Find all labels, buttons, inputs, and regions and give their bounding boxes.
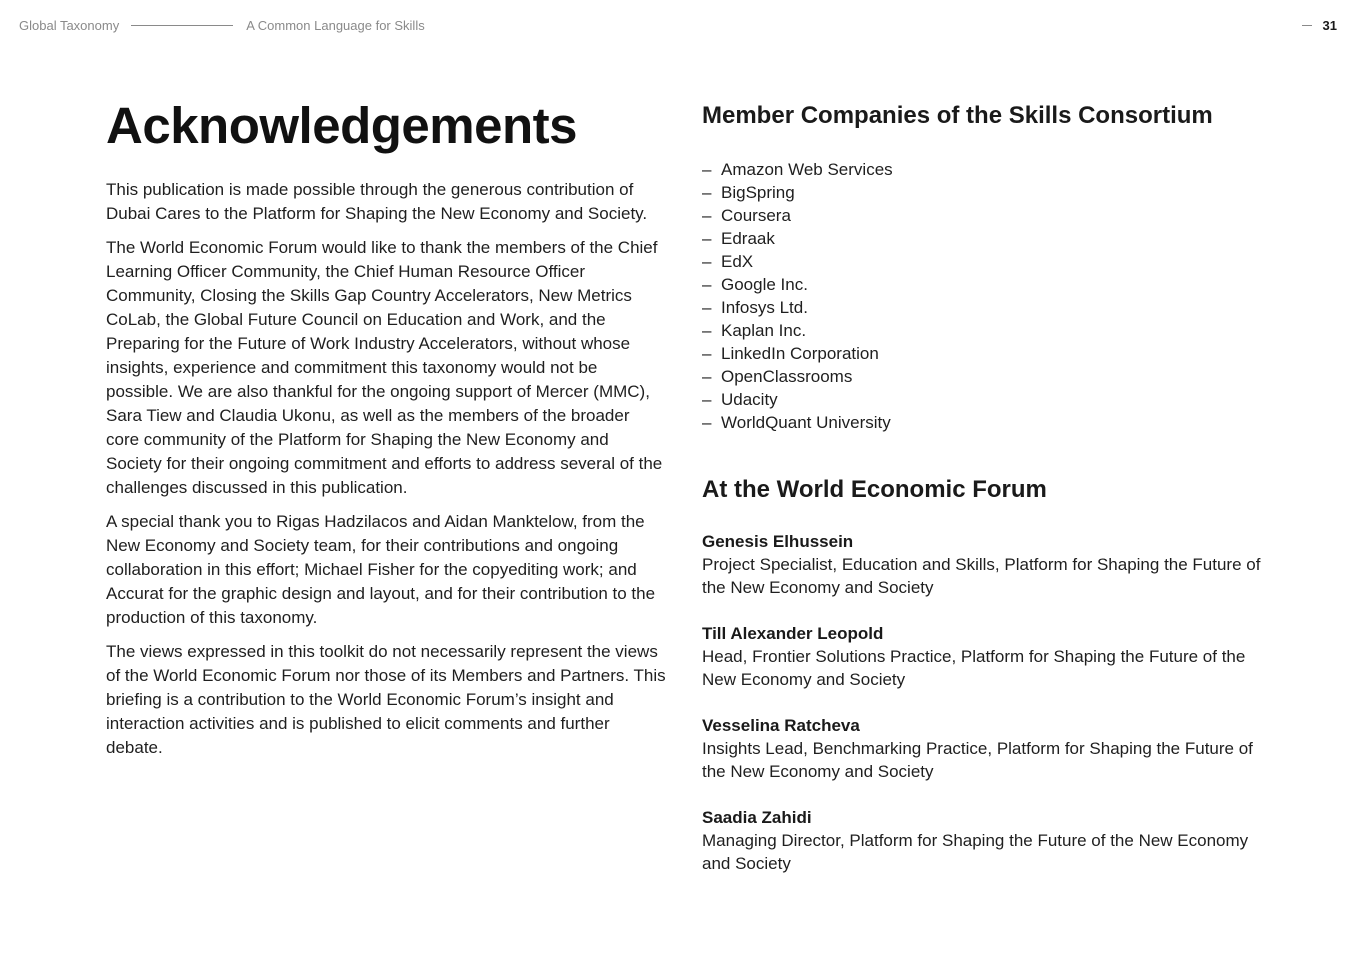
dash-bullet: – [702, 160, 712, 179]
people-list [702, 530, 1262, 875]
dash-bullet: – [702, 413, 712, 432]
person-role: Managing Director, Platform for Shaping the Future of the New Economy and Society [702, 831, 1249, 873]
list-item [702, 411, 1262, 434]
company-name: Amazon Web Services [721, 160, 893, 179]
page-number: 31 [1322, 18, 1337, 33]
wef-heading: At the World Economic Forum [702, 476, 1047, 503]
company-name: Edraak [721, 229, 775, 248]
companies-heading: Member Companies of the Skills Consortium [702, 102, 1213, 129]
list-item [702, 388, 1262, 411]
company-name: Infosys Ltd. [721, 298, 808, 317]
contributors-column [702, 100, 1262, 898]
person-entry [702, 622, 1262, 691]
person-entry [702, 714, 1262, 783]
dash-bullet: – [702, 252, 712, 271]
dash-bullet: – [702, 298, 712, 317]
person-role: Project Specialist, Education and Skills, Platform for Shaping the Future of the New Economy and Society [702, 555, 1261, 597]
list-item [702, 204, 1262, 227]
company-name: BigSpring [721, 183, 795, 202]
list-item [702, 158, 1262, 181]
list-item [702, 227, 1262, 250]
publication-subtitle: A Common Language for Skills [246, 18, 425, 33]
dash-bullet: – [702, 275, 712, 294]
list-item [702, 342, 1262, 365]
dash-bullet: – [702, 183, 712, 202]
company-name: Kaplan Inc. [721, 321, 807, 340]
person-name: Saadia Zahidi [702, 808, 812, 827]
acknowledgements-column [106, 96, 666, 770]
list-item [702, 365, 1262, 388]
paragraph: The World Economic Forum would like to thank the members of the Chief Learning Officer Community, the Chief Human Resource Officer Community, Closing the Skills Gap Country Accelerators, New Metrics CoLab, the Global Future Council on Education and Work, and the Preparing for the Future of Work Industry Accelerators, without whose insights, experience and commitment this taxonomy would not be possible. We are also thankful for the ongoing support of Mercer (MMC), Sara Tiew and Claudia Ukonu, as well as the members of the broader core community of the Platform for Shaping the New Economy and Society for their ongoing commitment and efforts to address several of the challenges discussed in this publication. [106, 238, 663, 497]
dash-bullet: – [702, 344, 712, 363]
person-name: Genesis Elhussein [702, 532, 854, 551]
person-role: Head, Frontier Solutions Practice, Platform for Shaping the Future of the New Economy and Society [702, 647, 1246, 689]
paragraph: A special thank you to Rigas Hadzilacos and Aidan Manktelow, from the New Economy and Society team, for their contributions and ongoing collaboration in this effort; Michael Fisher for the copyediting work; and Accurat for the graphic design and layout, and for their contribution to the production of this taxonomy. [106, 512, 656, 627]
paragraph: This publication is made possible through the generous contribution of Dubai Cares to the Platform for Shaping the New Economy and Society. [106, 180, 648, 223]
header-divider [131, 25, 233, 26]
paragraph: The views expressed in this toolkit do not necessarily represent the views of the World Economic Forum nor those of its Members and Partners. This briefing is a contribution to the World Economic Forum’s insight and interaction activities and is published to elicit comments and further debate. [106, 642, 666, 757]
dash-bullet: – [702, 390, 712, 409]
company-name: EdX [721, 252, 754, 271]
publication-title: Global Taxonomy [19, 18, 120, 33]
person-entry [702, 806, 1262, 875]
company-name: WorldQuant University [721, 413, 891, 432]
company-name: OpenClassrooms [721, 367, 853, 386]
person-entry [702, 530, 1262, 599]
list-item [702, 273, 1262, 296]
list-item [702, 181, 1262, 204]
list-item [702, 250, 1262, 273]
person-name: Till Alexander Leopold [702, 624, 884, 643]
company-name: LinkedIn Corporation [721, 344, 879, 363]
person-role: Insights Lead, Benchmarking Practice, Platform for Shaping the Future of the New Economy and Society [702, 739, 1253, 781]
page-title: Acknowledgements [106, 97, 577, 154]
page-number-dash [1302, 25, 1312, 26]
list-item [702, 296, 1262, 319]
dash-bullet: – [702, 229, 712, 248]
dash-bullet: – [702, 206, 712, 225]
company-list [702, 158, 1262, 434]
company-name: Google Inc. [721, 275, 808, 294]
dash-bullet: – [702, 367, 712, 386]
list-item [702, 319, 1262, 342]
page-header [19, 18, 1337, 33]
company-name: Udacity [721, 390, 778, 409]
company-name: Coursera [721, 206, 791, 225]
dash-bullet: – [702, 321, 712, 340]
person-name: Vesselina Ratcheva [702, 716, 860, 735]
